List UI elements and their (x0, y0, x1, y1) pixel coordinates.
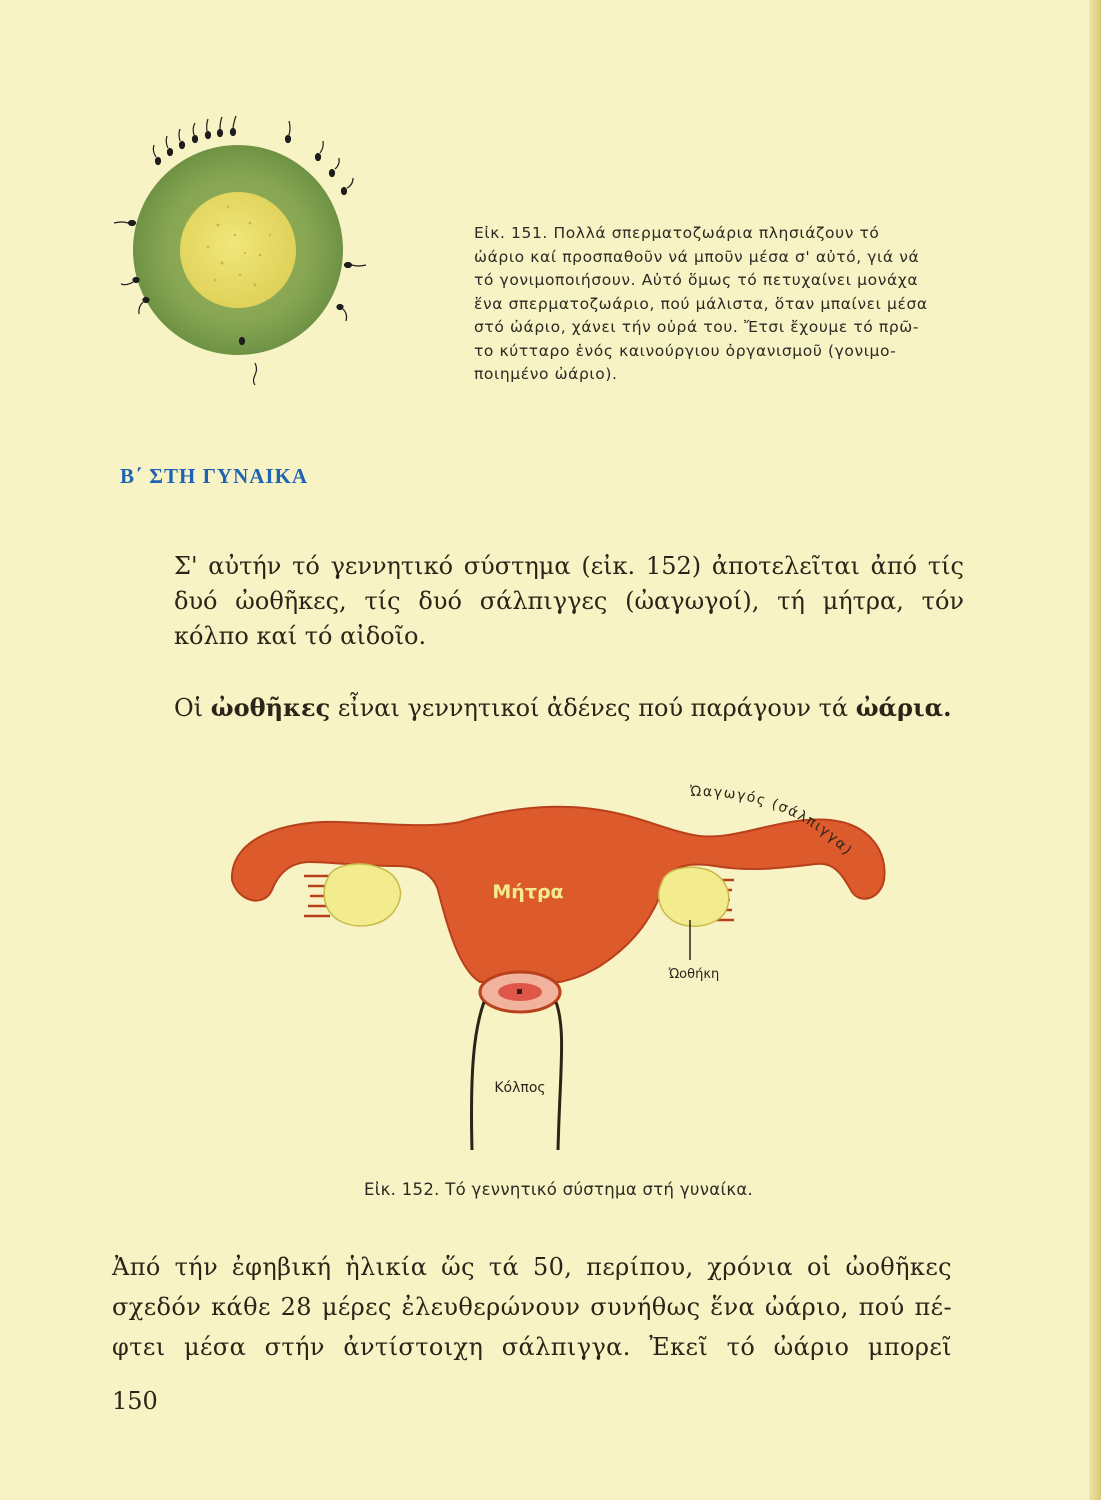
paragraph-2-middle: εἶναι γεννητικοί ἀδένες πού παράγουν τά (330, 694, 856, 722)
sperm-cell (330, 158, 340, 177)
vagina-label: Κόλπος (494, 1080, 546, 1096)
lost-tail (254, 363, 257, 385)
paragraph-1: Σ' αὐτήν τό γεννητικό σύστημα (εἰκ. 152) ἀποτελεῖται ἀπό τίς δυό ὠοθῆκες, τίς δυό σάλπιγγες (ὠαγωγοί), τή μήτρα, τόν κόλπο καί τό αἰδοῖο. (174, 552, 964, 650)
sperm-cell (218, 117, 223, 137)
vagina-left-wall (472, 1002, 485, 1150)
sperm-cell (179, 129, 185, 149)
uterus-label: Μήτρα (492, 881, 564, 903)
section-heading: Β΄ ΣΤΗ ΓΥΝΑΙΚΑ (120, 464, 309, 488)
term-ovaries: ὠοθῆκες (210, 693, 331, 722)
paragraph-2 (174, 690, 964, 726)
sperm-cell (345, 263, 367, 268)
page-edge (1089, 0, 1101, 1500)
egg-nucleus (180, 192, 296, 308)
paragraph-2-start: Οἱ (174, 694, 211, 722)
page-number: 150 (112, 1387, 158, 1415)
paragraph-3: Ἀπό τήν ἐφηβική ἡλικία ὥς τά 50, περίπου, χρόνια οἱ ὠοθῆκες σχεδόν κάθε 28 μέρες ἐλευθερώνουν συνήθως ἕνα ὠάριο, πού πέ-φτει μέσα στήν ἀντίστοιχη σάλπιγγα. Ἐκεῖ τό ὠάριο μπορεῖ (112, 1253, 952, 1361)
sperm-cell (231, 116, 237, 136)
sperm-cell-inside (240, 338, 245, 345)
right-ovary (659, 867, 729, 926)
sperm-cell (153, 145, 160, 165)
ovary-label: Ὠοθήκη (668, 967, 720, 982)
sperm-cell (166, 136, 172, 156)
sperm-cell (286, 121, 291, 143)
sperm-cell (316, 141, 324, 161)
sperm-cell (342, 178, 354, 195)
reproductive-system-figure (220, 770, 900, 1170)
sperm-cell (337, 305, 347, 322)
left-ovary (324, 864, 400, 926)
figure-152-caption: Εἰκ. 152. Τό γεννητικό σύστημα στή γυναίκα. (364, 1180, 754, 1199)
cervix-os (517, 989, 522, 994)
figure-151-caption: Εἰκ. 151. Πολλά σπερματοζωάρια πλησιάζουν τό ὠάριο καί προσπαθοῦν νά μποῦν μέσα σ' αὐτό, γιά νά τό γονιμοποιήσουν. Αὐτό ὅμως τό πετυχαίνει μονάχα ἕνα σπερματοζωάριο, πού μάλιστα, ὅταν μπαίνει μέσα στό ὠάριο, χάνει τήν οὐρά του. Ἔτσι ἔχουμε τό πρῶ- το κύτταρο ἑνός καινούργιου ὀργανισμοῦ (γονιμο- ποιημένο ὠάριο). (474, 224, 928, 383)
sperm-cell (114, 221, 136, 226)
sperm-cell (121, 278, 139, 285)
sperm-cell (193, 123, 198, 143)
sperm-cell (139, 298, 149, 315)
egg-cell-figure (100, 95, 390, 395)
term-ova: ὠάρια. (855, 693, 952, 722)
oviduct-label-text: Ὠαγωγός (σάλπιγγα) (689, 783, 856, 860)
sperm-cell (206, 119, 211, 139)
vagina-right-wall (556, 1002, 562, 1150)
